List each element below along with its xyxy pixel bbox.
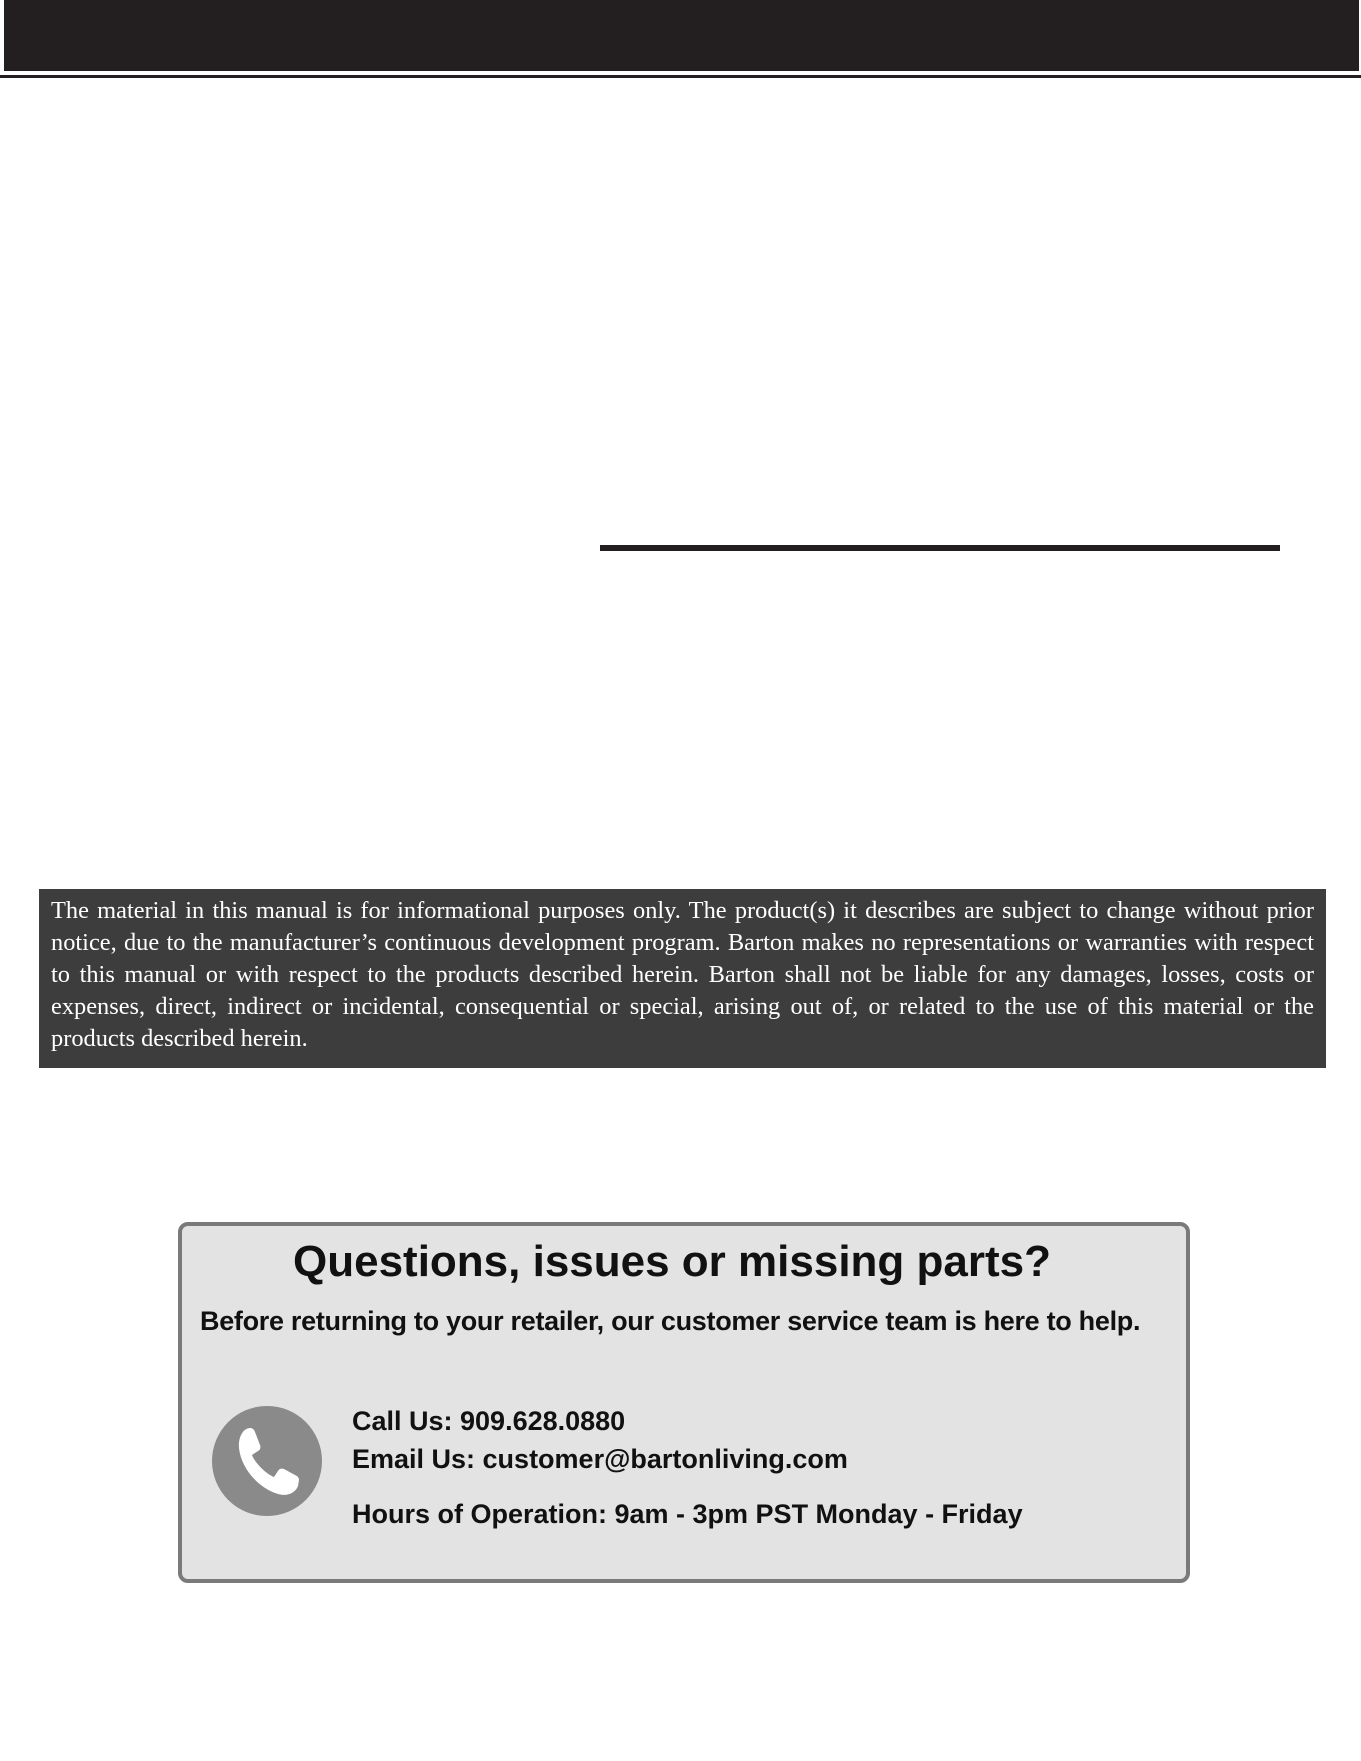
disclaimer-box — [39, 889, 1326, 1068]
hours-of-operation-line: Hours of Operation: 9am - 3pm PST Monday - Friday — [352, 1499, 1023, 1529]
top-banner — [4, 0, 1359, 71]
disclaimer-text: The material in this manual is for informational purposes only. The product(s) it describes are subject to change without prior notice, due to the manufacturer’s continuous development program. Barton makes no representations or warranties with respect to this manual or with respect to the products described herein. Barton shall not be liable for any damages, losses, costs or expenses, direct, indirect or incidental, consequential or special, arising out of, or related to the use of this material or the products described herein. — [51, 897, 1314, 1052]
section-divider — [600, 545, 1280, 551]
customer-support-box — [178, 1222, 1190, 1583]
header-divider — [0, 75, 1361, 78]
support-subtitle: Before returning to your retailer, our customer service team is here to help. — [200, 1306, 1141, 1336]
support-title: Questions, issues or missing parts? — [293, 1237, 1051, 1286]
phone-icon — [212, 1406, 322, 1516]
email-us-line: Email Us: customer@bartonliving.com — [352, 1444, 848, 1474]
call-us-line: Call Us: 909.628.0880 — [352, 1406, 626, 1436]
